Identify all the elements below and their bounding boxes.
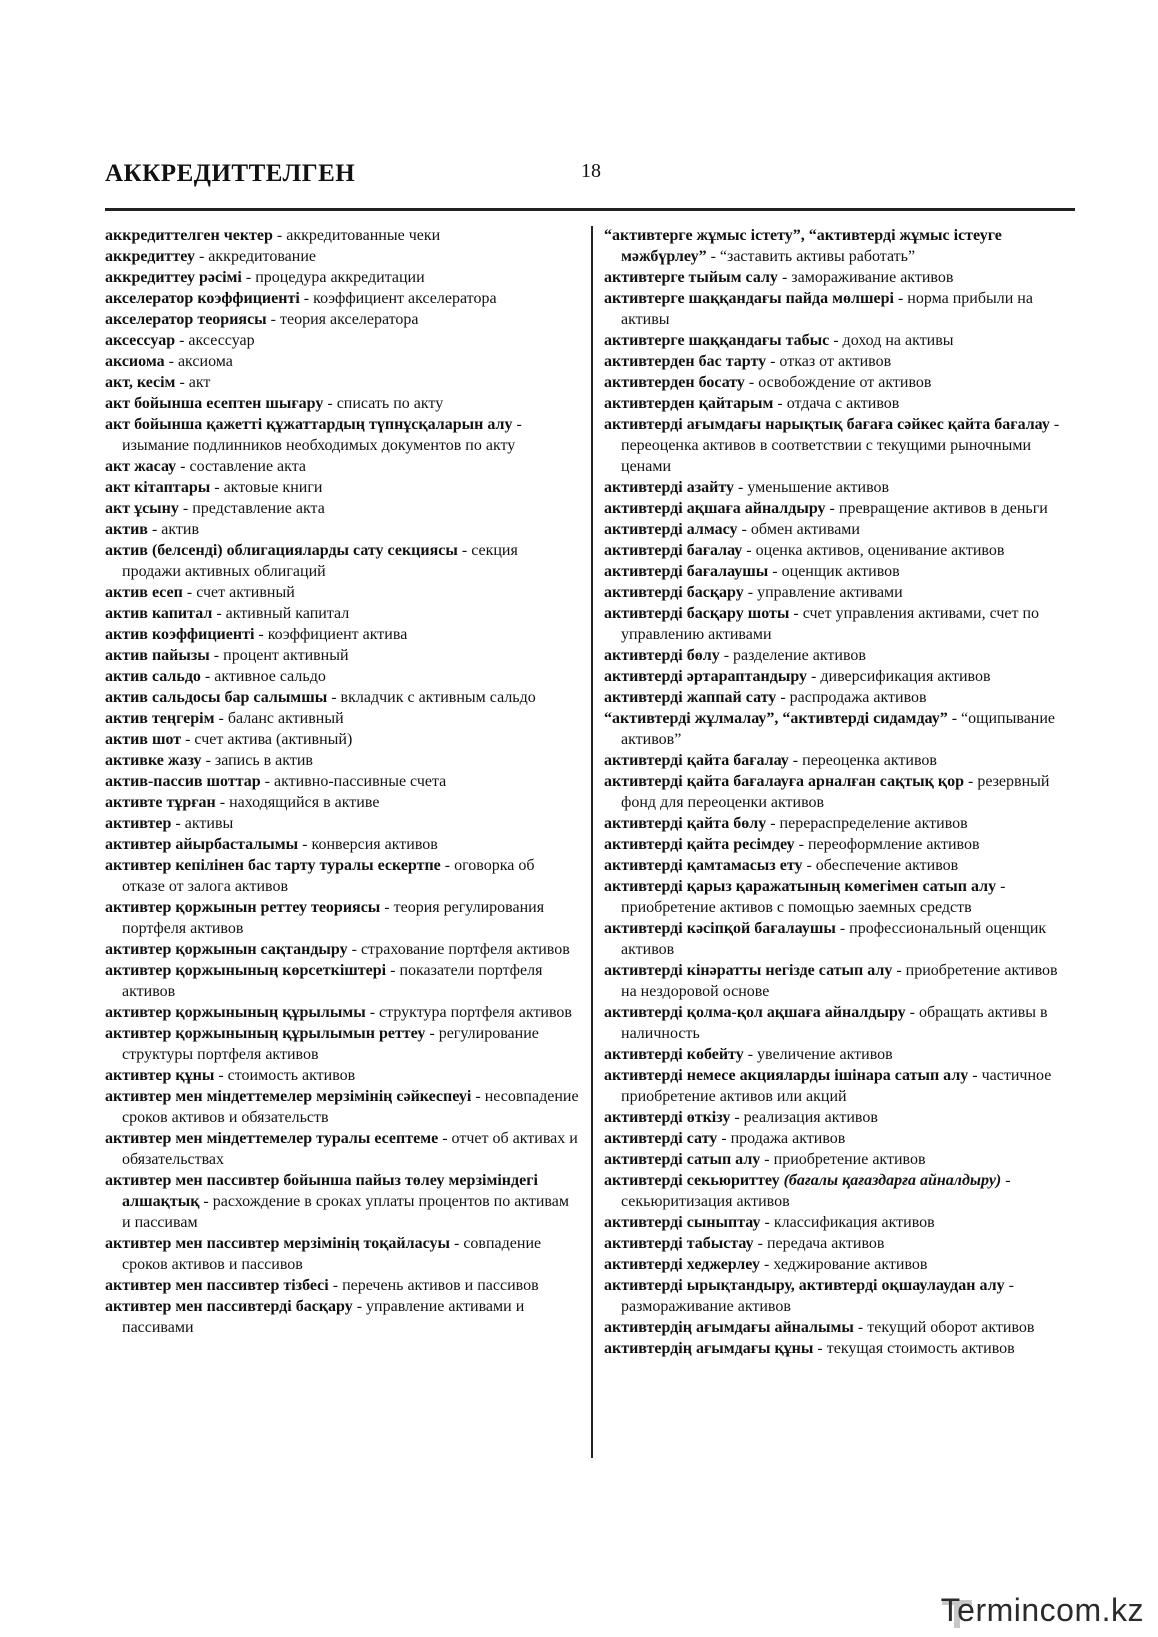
entry-definition: - аккредитование bbox=[194, 248, 316, 265]
entry-definition: - размораживание активов bbox=[621, 1277, 1014, 1315]
entry-definition: - структура портфеля активов bbox=[365, 1004, 572, 1021]
dictionary-entry bbox=[105, 1128, 580, 1170]
entry-term: актив пайызы bbox=[105, 647, 210, 664]
dictionary-entry bbox=[105, 225, 580, 246]
page-header bbox=[105, 158, 1075, 204]
entry-definition: - акт bbox=[175, 374, 211, 391]
dictionary-entry bbox=[604, 1149, 1076, 1170]
dictionary-entry bbox=[105, 309, 580, 330]
entry-definition: - приобретение активов bbox=[760, 1151, 926, 1168]
dictionary-entry bbox=[604, 288, 1076, 330]
dictionary-entry bbox=[604, 498, 1076, 519]
running-headword: АККРЕДИТТЕЛГЕН bbox=[105, 160, 356, 187]
entry-term: актив теңгерім bbox=[105, 710, 215, 727]
entry-term: аккредиттелген чектер bbox=[105, 227, 273, 244]
entry-term: акт кітаптары bbox=[105, 479, 211, 496]
entry-term: активтер қоржынын сақтандыру bbox=[105, 941, 348, 958]
entry-definition: - оговорка об отказе от залога активов bbox=[122, 857, 535, 895]
dictionary-entry bbox=[105, 582, 580, 603]
entry-definition: - текущий оборот активов bbox=[853, 1319, 1035, 1336]
entry-definition: - совпадение сроков активов и пассивов bbox=[122, 1235, 542, 1273]
dictionary-entry bbox=[105, 729, 580, 750]
entry-term: активтердің ағымдағы айналымы bbox=[604, 1319, 854, 1336]
entry-note: (бағалы қағаздарға айналдыру) bbox=[779, 1172, 1002, 1189]
dictionary-entry bbox=[105, 834, 580, 855]
entry-term: активтерді қайта бағалау bbox=[604, 752, 789, 769]
dictionary-entry bbox=[105, 288, 580, 309]
dictionary-entry bbox=[604, 519, 1076, 540]
entry-definition: - профессиональный оценщик активов bbox=[621, 920, 1047, 958]
entry-term: активтер айырбасталымы bbox=[105, 836, 299, 853]
entry-definition: - переоценка активов в соответствии с текущими рыночными ценами bbox=[621, 416, 1060, 475]
entry-definition: - активы bbox=[171, 815, 234, 832]
entry-definition: - переоформление активов bbox=[794, 836, 980, 853]
entry-definition: - коэффициент актива bbox=[254, 626, 408, 643]
entry-term: активте тұрған bbox=[105, 794, 216, 811]
entry-definition: - страхование портфеля активов bbox=[347, 941, 570, 958]
entry-term: активтерді кәсіпқой бағалаушы bbox=[604, 920, 836, 937]
dictionary-entry bbox=[105, 645, 580, 666]
entry-definition: - изымание подлинников необходимых документов по акту bbox=[122, 416, 522, 454]
entry-term: активтердің ағымдағы құны bbox=[604, 1340, 814, 1357]
entry-definition: - разделение активов bbox=[719, 647, 866, 664]
entry-definition: - счет активный bbox=[182, 584, 295, 601]
dictionary-entry bbox=[604, 1002, 1076, 1044]
left-column bbox=[105, 225, 580, 1338]
entry-term: актив сальдосы бар салымшы bbox=[105, 689, 328, 706]
entry-definition: - текущая стоимость активов bbox=[813, 1340, 1015, 1357]
dictionary-entry bbox=[105, 477, 580, 498]
entry-definition: - конверсия активов bbox=[298, 836, 438, 853]
entry-term: активтерді ақшаға айналдыру bbox=[604, 500, 826, 517]
entry-definition: - теория регулирования портфеля активов bbox=[122, 899, 545, 937]
dictionary-entry bbox=[105, 750, 580, 771]
entry-definition: - резервный фонд для переоценки активов bbox=[621, 773, 1050, 811]
entry-term: активтер мен пассивтер бойынша пайыз төлеу мерзіміндегі алшақтық bbox=[105, 1172, 538, 1210]
entry-term: активтер құны bbox=[105, 1067, 215, 1084]
dictionary-entry bbox=[604, 393, 1076, 414]
dictionary-entry bbox=[604, 1107, 1076, 1128]
dictionary-entry bbox=[604, 918, 1076, 960]
entry-term: активтер мен міндеттемелер туралы есептеме bbox=[105, 1130, 439, 1147]
entry-definition: - показатели портфеля активов bbox=[122, 962, 543, 1000]
entry-definition: - секьюритизация активов bbox=[621, 1172, 1011, 1210]
entry-definition: - распродажа активов bbox=[776, 689, 927, 706]
dictionary-entry bbox=[105, 624, 580, 645]
dictionary-entry bbox=[105, 498, 580, 519]
dictionary-entry bbox=[604, 771, 1076, 813]
entry-definition: - активный капитал bbox=[212, 605, 350, 622]
entry-term: активтерді сатып алу bbox=[604, 1151, 761, 1168]
dictionary-entry bbox=[105, 1065, 580, 1086]
entry-definition: - передача активов bbox=[753, 1235, 885, 1252]
entry-term: аккредиттеу рәсімі bbox=[105, 269, 242, 286]
dictionary-entry bbox=[105, 351, 580, 372]
entry-term: активтерді бөлу bbox=[604, 647, 720, 664]
entry-term: активтерді азайту bbox=[604, 479, 735, 496]
entry-term: акт ұсыну bbox=[105, 500, 179, 517]
dictionary-entry bbox=[105, 897, 580, 939]
dictionary-entry bbox=[105, 519, 580, 540]
entry-definition: - уменьшение активов bbox=[734, 479, 890, 496]
dictionary-entry bbox=[105, 1002, 580, 1023]
dictionary-entry bbox=[604, 876, 1076, 918]
entry-definition: - хеджирование активов bbox=[759, 1256, 928, 1273]
dictionary-entry bbox=[105, 267, 580, 288]
entry-term: активтер мен пассивтер мерзімінің тоқайласуы bbox=[105, 1235, 450, 1252]
entry-term: активтерді әртараптандыру bbox=[604, 668, 808, 685]
entry-definition: - активно-пассивные счета bbox=[260, 773, 447, 790]
entry-term: активтерді ағымдағы нарықтық бағаға сәйкес қайта бағалау bbox=[604, 416, 1050, 433]
dictionary-entry bbox=[604, 267, 1076, 288]
entry-definition: - актовые книги bbox=[210, 479, 323, 496]
entry-term: активтер қоржынының құрылымы bbox=[105, 1004, 366, 1021]
dictionary-entry bbox=[604, 1212, 1076, 1233]
entry-definition: - стоимость активов bbox=[214, 1067, 356, 1084]
dictionary-entry bbox=[105, 603, 580, 624]
entry-term: “активтерге жұмыс істету”, “активтерді жұмыс істеуге мәжбүрлеу” bbox=[604, 227, 1002, 265]
entry-definition: - регулирование структуры портфеля активов bbox=[122, 1025, 539, 1063]
dictionary-entry bbox=[604, 750, 1076, 771]
entry-definition: - управление активами bbox=[743, 584, 903, 601]
dictionary-entry bbox=[604, 561, 1076, 582]
entry-definition: - приобретение активов на нездоровой основе bbox=[621, 962, 1058, 1000]
entry-definition: - обмен активами bbox=[737, 521, 860, 538]
entry-term: активтерді немесе акцияларды ішінара сатып алу bbox=[604, 1067, 969, 1084]
dictionary-entry bbox=[105, 687, 580, 708]
entry-definition: - “ощипывание активов” bbox=[621, 710, 1056, 748]
entry-term: актив капитал bbox=[105, 605, 213, 622]
dictionary-entry bbox=[105, 771, 580, 792]
entry-definition: - перераспределение активов bbox=[766, 815, 968, 832]
dictionary-entry bbox=[604, 666, 1076, 687]
entry-definition: - “заставить активы работать” bbox=[706, 248, 916, 265]
entry-term: активтер мен міндеттемелер мерзімінің сәйкеспеуі bbox=[105, 1088, 472, 1105]
dictionary-entry bbox=[105, 1086, 580, 1128]
dictionary-entry bbox=[105, 666, 580, 687]
entry-term: “активтерді жұлмалау”, “активтерді сидамдау” bbox=[604, 710, 948, 727]
entry-definition: - отдача с активов bbox=[773, 395, 900, 412]
entry-term: активтерді ырықтандыру, активтерді оқшаулаудан алу bbox=[604, 1277, 1005, 1294]
dictionary-entry bbox=[604, 1275, 1076, 1317]
entry-definition: - актив bbox=[147, 521, 200, 538]
dictionary-entry bbox=[105, 414, 580, 456]
entry-definition: - обращать активы в наличность bbox=[621, 1004, 1048, 1042]
dictionary-entry bbox=[105, 1023, 580, 1065]
entry-term: активтерді өткізу bbox=[604, 1109, 731, 1126]
dictionary-entry bbox=[604, 477, 1076, 498]
entry-definition: - представление акта bbox=[178, 500, 325, 517]
entry-term: актив-пассив шоттар bbox=[105, 773, 261, 790]
entry-definition: - диверсификация активов bbox=[807, 668, 991, 685]
right-column bbox=[604, 225, 1076, 1359]
entry-definition: - запись в актив bbox=[201, 752, 313, 769]
entry-term: актив шот bbox=[105, 731, 182, 748]
entry-term: активтерден босату bbox=[604, 374, 745, 391]
entry-term: активтерге шаққандағы табыс bbox=[604, 332, 830, 349]
dictionary-entry bbox=[604, 960, 1076, 1002]
entry-definition: - счет управления активами, счет по управлению активами bbox=[621, 605, 1040, 643]
entry-term: акт бойынша есептен шығару bbox=[105, 395, 324, 412]
entry-term: акселератор коэффициенті bbox=[105, 290, 300, 307]
dictionary-entry bbox=[105, 1233, 580, 1275]
entry-term: активтерді секьюриттеу bbox=[604, 1172, 780, 1189]
dictionary-entry bbox=[105, 1296, 580, 1338]
entry-definition: - увеличение активов bbox=[743, 1046, 893, 1063]
entry-definition: - оценщик активов bbox=[768, 563, 900, 580]
dictionary-entry bbox=[105, 246, 580, 267]
dictionary-entry bbox=[604, 1065, 1076, 1107]
dictionary-entry bbox=[604, 834, 1076, 855]
entry-definition: - переоценка активов bbox=[788, 752, 937, 769]
entry-definition: - освобождение от активов bbox=[744, 374, 932, 391]
dictionary-entry bbox=[105, 792, 580, 813]
entry-term: аккредиттеу bbox=[105, 248, 195, 265]
entry-definition: - аксиома bbox=[164, 353, 233, 370]
entry-term: активтерді қайта ресімдеу bbox=[604, 836, 795, 853]
dictionary-entry bbox=[604, 1233, 1076, 1254]
entry-definition: - списать по акту bbox=[323, 395, 444, 412]
entry-definition: - продажа активов bbox=[717, 1130, 846, 1147]
entry-definition: - превращение активов в деньги bbox=[825, 500, 1048, 517]
dictionary-entry bbox=[604, 1338, 1076, 1359]
entry-term: активтерді қайта бағалауға арналған сақтық қор bbox=[604, 773, 964, 790]
entry-term: активтерді қолма-қол ақшаға айналдыру bbox=[604, 1004, 906, 1021]
entry-definition: - составление акта bbox=[176, 458, 306, 475]
entry-term: аксиома bbox=[105, 353, 165, 370]
dictionary-entry bbox=[604, 582, 1076, 603]
entry-definition: - процент активный bbox=[209, 647, 349, 664]
entry-definition: - вкладчик с активным сальдо bbox=[327, 689, 536, 706]
entry-term: активтерге шаққандағы пайда мөлшері bbox=[604, 290, 894, 307]
entry-term: активтерді кінәратты негізде сатып алу bbox=[604, 962, 893, 979]
dictionary-entry bbox=[604, 1044, 1076, 1065]
entry-definition: - счет актива (активный) bbox=[181, 731, 353, 748]
dictionary-entry bbox=[604, 540, 1076, 561]
header-rule bbox=[105, 208, 1075, 211]
entry-definition: - теория акселератора bbox=[266, 311, 419, 328]
dictionary-entry bbox=[604, 1317, 1076, 1338]
entry-term: активтер bbox=[105, 815, 172, 832]
dictionary-entry bbox=[105, 330, 580, 351]
entry-definition: - обеспечение активов bbox=[802, 857, 959, 874]
entry-term: активтер қоржынының көрсеткіштері bbox=[105, 962, 387, 979]
dictionary-entry bbox=[105, 813, 580, 834]
entry-term: активтер қоржынын реттеу теориясы bbox=[105, 899, 381, 916]
entry-term: активтерді хеджерлеу bbox=[604, 1256, 760, 1273]
entry-definition: - перечень активов и пассивов bbox=[328, 1277, 539, 1294]
entry-definition: - приобретение активов с помощью заемных средств bbox=[621, 878, 1006, 916]
entry-definition: - аксессуар bbox=[175, 332, 255, 349]
entry-term: активтерді жаппай сату bbox=[604, 689, 777, 706]
entry-definition: - несовпадение сроков активов и обязательств bbox=[122, 1088, 579, 1126]
dictionary-entry bbox=[604, 645, 1076, 666]
dictionary-entry bbox=[604, 855, 1076, 876]
entry-term: активтер кепілінен бас тарту туралы ескертпе bbox=[105, 857, 441, 874]
dictionary-entry bbox=[604, 687, 1076, 708]
logo-text: Termincom.kz bbox=[940, 1592, 1144, 1628]
entry-definition: - находящийся в активе bbox=[215, 794, 380, 811]
entry-term: активтерді алмасу bbox=[604, 521, 738, 538]
dictionary-entry bbox=[105, 708, 580, 729]
entry-term: акт бойынша қажетті құжаттардың түпнұсқаларын алу bbox=[105, 416, 513, 433]
entry-term: актив коэффициенті bbox=[105, 626, 255, 643]
entry-term: активтерді бағалаушы bbox=[604, 563, 769, 580]
entry-term: активтерге тыйым салу bbox=[604, 269, 778, 286]
dictionary-entry bbox=[105, 1275, 580, 1296]
column-divider bbox=[591, 226, 593, 1458]
entry-definition: - классификация активов bbox=[760, 1214, 935, 1231]
entry-definition: - отказ от активов bbox=[766, 353, 892, 370]
entry-definition: - доход на активы bbox=[829, 332, 954, 349]
entry-term: активтерді көбейту bbox=[604, 1046, 744, 1063]
entry-definition: - замораживание активов bbox=[777, 269, 954, 286]
dictionary-entry bbox=[105, 939, 580, 960]
dictionary-entry bbox=[604, 225, 1076, 267]
entry-term: активтерді басқару шоты bbox=[604, 605, 790, 622]
entry-term: актив bbox=[105, 521, 148, 538]
entry-term: активке жазу bbox=[105, 752, 202, 769]
entry-term: активтерді басқару bbox=[604, 584, 744, 601]
entry-term: активтерді бағалау bbox=[604, 542, 743, 559]
entry-term: активтерді қамтамасыз ету bbox=[604, 857, 803, 874]
dictionary-entry bbox=[604, 1128, 1076, 1149]
entry-definition: - секция продажи активных облигаций bbox=[122, 542, 518, 580]
dictionary-entry bbox=[604, 1254, 1076, 1275]
entry-term: активтерді қайта бөлу bbox=[604, 815, 767, 832]
dictionary-entry bbox=[105, 540, 580, 582]
dictionary-entry bbox=[604, 414, 1076, 477]
entry-definition: - оценка активов, оценивание активов bbox=[742, 542, 1005, 559]
entry-term: активтерден қайтарым bbox=[604, 395, 774, 412]
entry-term: активтер мен пассивтер тізбесі bbox=[105, 1277, 329, 1294]
entry-term: акселератор теориясы bbox=[105, 311, 267, 328]
entry-term: активтер қоржынының құрылымын реттеу bbox=[105, 1025, 426, 1042]
entry-term: акт жасау bbox=[105, 458, 177, 475]
dictionary-entry bbox=[604, 372, 1076, 393]
entry-term: активтерді сыныптау bbox=[604, 1214, 761, 1231]
dictionary-entry bbox=[604, 330, 1076, 351]
entry-definition: - баланс активный bbox=[214, 710, 344, 727]
entry-definition: - расхождение в сроках уплаты процентов по активам и пассивам bbox=[122, 1193, 569, 1231]
entry-definition: - частичное приобретение активов или акций bbox=[621, 1067, 1052, 1105]
page-number: 18 bbox=[581, 160, 601, 182]
termincom-logo bbox=[934, 1588, 1144, 1632]
entry-definition: - управление активами и пассивами bbox=[122, 1298, 525, 1336]
dictionary-entry bbox=[105, 393, 580, 414]
entry-term: актив сальдо bbox=[105, 668, 201, 685]
dictionary-entry bbox=[604, 708, 1076, 750]
entry-term: активтерді табыстау bbox=[604, 1235, 754, 1252]
entry-definition: - процедура аккредитации bbox=[241, 269, 425, 286]
entry-term: актив есеп bbox=[105, 584, 183, 601]
entry-term: аксессуар bbox=[105, 332, 176, 349]
entry-term: активтерден бас тарту bbox=[604, 353, 767, 370]
dictionary-entry bbox=[604, 603, 1076, 645]
entry-definition: - отчет об активах и обязательствах bbox=[122, 1130, 578, 1168]
dictionary-entry bbox=[105, 960, 580, 1002]
entry-definition: - активное сальдо bbox=[200, 668, 326, 685]
entry-definition: - реализация активов bbox=[730, 1109, 878, 1126]
dictionary-entry bbox=[105, 456, 580, 477]
dictionary-entry bbox=[105, 1170, 580, 1233]
dictionary-entry bbox=[604, 351, 1076, 372]
dictionary-entry bbox=[105, 855, 580, 897]
entry-term: актив (белсенді) облигацияларды сату секциясы bbox=[105, 542, 458, 559]
entry-term: активтерді сату bbox=[604, 1130, 718, 1147]
entry-definition: - норма прибыли на активы bbox=[621, 290, 1033, 328]
entry-definition: - аккредитованные чеки bbox=[272, 227, 441, 244]
dictionary-entry bbox=[604, 813, 1076, 834]
entry-term: активтер мен пассивтерді басқару bbox=[105, 1298, 353, 1315]
dictionary-entry bbox=[604, 1170, 1076, 1212]
entry-definition: - коэффициент акселератора bbox=[299, 290, 497, 307]
dictionary-entry bbox=[105, 372, 580, 393]
entry-term: активтерді қарыз қаражатының көмегімен сатып алу bbox=[604, 878, 997, 895]
entry-term: акт, кесім bbox=[105, 374, 176, 391]
